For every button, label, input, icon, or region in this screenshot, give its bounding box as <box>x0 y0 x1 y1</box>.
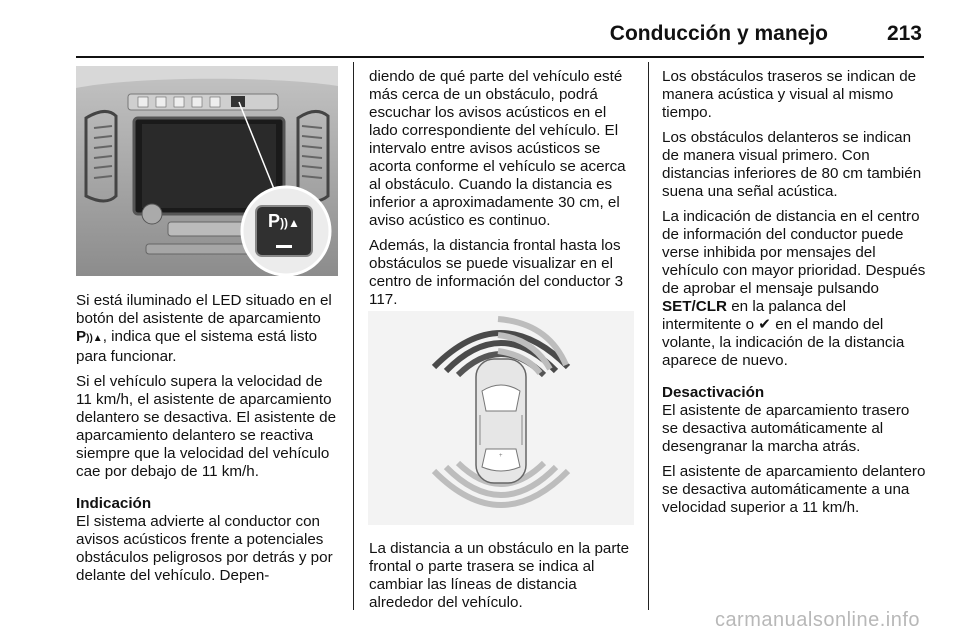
section-heading: Desactivación <box>662 384 765 401</box>
figure-caption: La distancia a un obstáculo en la parte frontal o parte trasera se indica al cambiar las líneas de distancia alrededor del vehículo. <box>369 540 630 611</box>
paragraph: Los obstáculos traseros se indican de manera acústica y visual al mismo tiempo. <box>662 68 917 121</box>
page-number: 213 <box>886 22 922 45</box>
figure-caption-block <box>369 540 635 619</box>
paragraph: El sistema advierte al conductor con avisos acústicos frente a potenciales obstáculos peligrosos por detrás y por delante del vehículo. Depen- <box>76 513 333 584</box>
text-run: en la palanca del intermitente o <box>662 298 847 333</box>
column-1 <box>76 292 342 592</box>
text-run: Si está iluminado el LED situado en el botón del asistente de aparcamiento <box>76 292 332 327</box>
paragraph <box>369 237 635 309</box>
paragraph: El asistente de aparcamiento delantero se desactiva automáticamente a una velocidad superior a 11 km/h. <box>662 463 926 516</box>
watermark: carmanualsonline.info <box>714 609 920 631</box>
paragraph <box>76 292 342 366</box>
parking-distance-figure <box>368 311 634 525</box>
svg-text:+: + <box>499 453 503 459</box>
text-run: , indica que el sistema está listo para funcionar. <box>76 328 318 365</box>
text-run: Además, la distancia frontal hasta los obstáculos se puede visualizar en el centro de información del conductor <box>369 237 621 290</box>
park-assist-icon: P))▲ <box>76 328 103 345</box>
header-rule <box>76 56 924 58</box>
column-divider-1 <box>353 62 354 610</box>
paragraph <box>662 208 928 370</box>
section-heading: Indicación <box>76 495 152 512</box>
check-icon: ✔ <box>758 316 771 333</box>
text-run: en el mando del volante, la indicación de la distancia aparece de nuevo. <box>662 316 905 369</box>
text-run: La indicación de distancia en el centro de información del conductor puede verse inhibida por mensajes del vehículo con mayor prioridad. Después de aprobar el mensaje pulsando <box>662 208 926 297</box>
dashboard-photo <box>76 66 338 276</box>
column-2 <box>369 68 635 316</box>
paragraph: Los obstáculos delanteros se indican de manera visual primero. Con distancias inferiores de 80 cm también suena una señal acústica. <box>662 129 922 200</box>
paragraph: Si el vehículo supera la velocidad de 11 km/h, el asistente de aparcamiento delantero se desactiva. El asistente de aparcamiento delantero se reactiva siempre que la velocidad del vehículo cae por debajo de 11 km/h. <box>76 373 337 480</box>
paragraph: El asistente de aparcamiento trasero se desactiva automáticamente al desengranar la marcha atrás. <box>662 402 910 455</box>
page-reference: 3 117. <box>369 273 624 308</box>
park-assist-button-icon: P))▲ <box>264 210 304 250</box>
page-header-title: Conducción y manejo <box>609 22 828 45</box>
button-label-set-clr: SET/CLR <box>662 298 727 315</box>
paragraph: diendo de qué parte del vehículo esté más cerca de un obstáculo, podrá escuchar los avisos acústicos en el lado correspondiente del vehículo. El intervalo entre avisos acústicos se acorta conforme el vehículo se acerca al obstáculo. Cuando la distancia es inferior a aproximadamente 30 cm, el aviso acústico es continuo. <box>369 68 626 229</box>
column-divider-2 <box>648 62 649 610</box>
car-distance-illustration <box>368 311 634 525</box>
column-3 <box>662 68 928 524</box>
